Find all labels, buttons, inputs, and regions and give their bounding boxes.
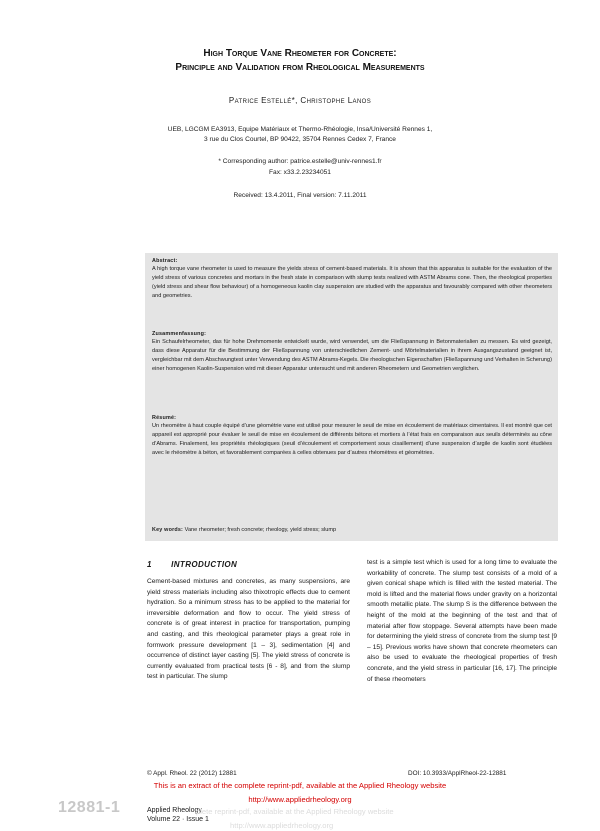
abstract-heading: Abstract: — [152, 258, 178, 264]
body-column-right: test is a simple test which is used for a long time to evaluate the workability of concrete. The slump test consists of a mold of a given conical shape which is filled with the tested material. The mold is lifted and the material flows under gravity on a horizontal smooth metallic plate. The slump S is the difference between the height of the mold at the beginning of the test and that of material after flow stoppage. Several attempts have been made for determining the yield stress of concrete from the slump test [9 – 15]. Previous works have shown that concrete rheometers can also be used to evaluate the rheological properties of fresh concrete, and the yield stress in particular [16, 17]. The principle of these rheometers — [367, 559, 557, 683]
copyright-line: © Appl. Rheol. 22 (2012) 12881 — [147, 770, 237, 777]
title-line-2: Principle and Validation from Rheological Measurements — [175, 62, 425, 73]
zusammenfassung-heading: Zusammenfassung: — [152, 331, 207, 337]
section-title: INTRODUCTION — [171, 560, 238, 569]
watermark-text: This is an extract of the complete reprint-pdf, available at the Applied Rheology website — [153, 781, 447, 790]
author-list: Patrice Estellé*, Christophe Lanos — [228, 96, 372, 105]
body-column-left: Cement-based mixtures and concretes, as many suspensions, are yield stress materials including also thixotropic effects due to cement hydration. So a minimum stress has to be applied to the material for irreversible deformation and flow to occur. The yield stress of concrete is of great interest in practice for transportation, pumping and casting, and this rheological parameter plays a great role in formwork pressure development [1 – 3], sedimentation [4] and occurrence of distinct layer casting [5]. The yield stress of concrete is currently evaluated from practical tests [6 - 8], and from the slump test in particular. The slump — [147, 578, 350, 681]
corresponding-fax: Fax: x33.2.23234051 — [269, 169, 331, 176]
doi-line: DOI: 10.3933/ApplRheol-22-12881 — [408, 770, 507, 777]
affiliation-line-2: 3 rue du Clos Courtel, BP 90422, 35704 Rennes Cedex 7, France — [204, 136, 396, 143]
ghost-watermark-text: plete reprint-pdf, available at the Applied Rheology website — [196, 807, 394, 816]
journal-name: Applied Rheology — [147, 807, 202, 814]
corresponding-email: * Corresponding author: patrice.estelle@univ-rennes1.fr — [218, 158, 382, 165]
received-dates: Received: 13.4.2011, Final version: 7.11.2011 — [233, 192, 367, 199]
ghost-watermark-url: http://www.appliedrheology.org — [230, 821, 334, 830]
watermark-link[interactable]: http://www.appliedrheology.org — [248, 795, 352, 804]
affiliation-line-1: UEB, LGCGM EA3913, Equipe Matériaux et Thermo-Rhéologie, Insa/Université Rennes 1, — [167, 126, 433, 133]
resume-heading: Résumé: — [152, 415, 177, 421]
keywords-text: Vane rheometer; fresh concrete; rheology, yield stress; slump — [184, 527, 337, 533]
section-number: 1 — [147, 560, 152, 569]
affiliation — [0, 125, 600, 145]
corresponding-author — [0, 156, 600, 178]
paper-title — [0, 47, 600, 75]
abstract-en — [152, 258, 552, 301]
resume-text: Un rheomètre à haut couple équipé d’une géométrie vane est utilisé pour mesurer le seuil de mise en écoulement de matériaux cimentaires. Il est montré que cet appareil est approprié pour évaluer le seuil de mise en écoulement de différents bétons et mortiers à l’état frais en comparaison aux seuils déterminés au cône d’Abrams. Finalement, les propriétés rhéologiques (seuil d’écoulement et comportement sous cisaillement) d’une suspension d’argile de kaolin sont étudiées avec le rhéomètre à béton, et favorablement comparées à celles obtenues par d’autres rhéomètres et géométries. — [152, 423, 552, 456]
journal-volume: Volume 22 · Issue 1 — [147, 816, 209, 823]
abstract-fr — [152, 415, 552, 458]
section-heading — [147, 560, 237, 569]
abstract-de — [152, 331, 552, 374]
page-id: 12881-1 — [58, 799, 121, 816]
abstract-text: A high torque vane rheometer is used to measure the yields stress of cement-based materials. It is shown that this apparatus is suitable for the evaluation of the yield stress of various concretes and mortars in the fresh state in comparison with slump tests realized with ASTM Abrams cone. Then, the rheological properties (yield stress and shear flow behaviour) of a homogeneous kaolin clay suspension are studied with the apparatus and favourably compared with other rheometers and geometries. — [152, 266, 552, 299]
zusammenfassung-text: Ein Schaufelrheometer, das für hohe Drehmomente entwickelt wurde, wird verwendet, um die Fließspannung in Betonmaterialien zu messen. Es wird gezeigt, dass diese Apparatur für die Bestimmung der Fließspannung von unterschiedlichen Zement- und Mörtelmaterialien in ihrem Ausgangszustand geeignet ist, vergleichbar mit dem Abschwungtest unter Verwendung des ASTM Abrams-Kegels. Die rheologischen Eigenschaften (Fließspannung und Verhalten in Scherung) einer homogenen Kaolin-Suspension wird mit dieser Apparatur untersucht und mit anderen Rheometern und Geometrien verglichen. — [152, 339, 552, 372]
keywords — [152, 527, 552, 533]
keywords-label: Key words: — [152, 527, 184, 533]
title-line-1: High Torque Vane Rheometer for Concrete: — [203, 48, 397, 59]
